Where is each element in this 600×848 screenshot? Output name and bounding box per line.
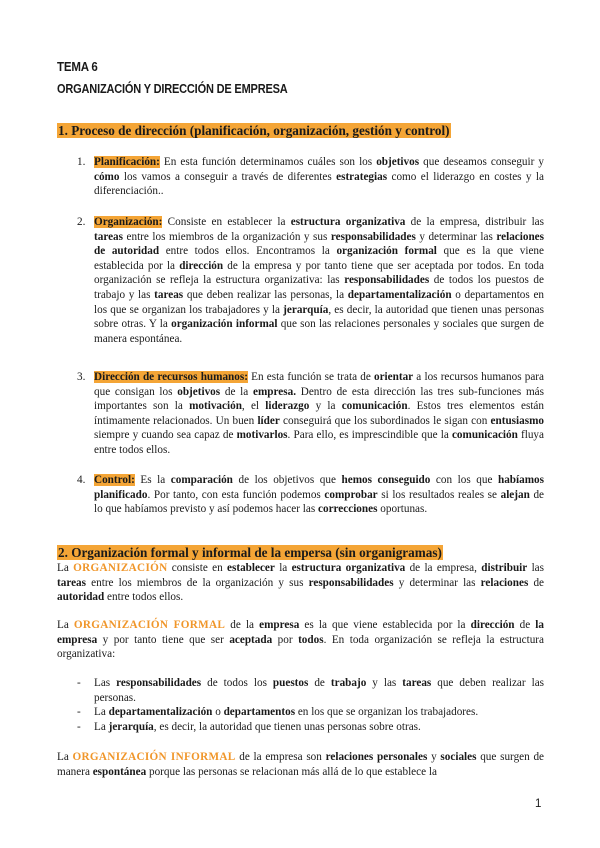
bold-term: responsabilidades — [344, 274, 430, 287]
bold-term: alejan — [500, 488, 530, 501]
text-run: de los objetivos que — [232, 474, 342, 486]
text-run: La — [57, 619, 74, 631]
bold-term: objetivos — [177, 385, 221, 398]
text-run: que deben realizar las personas, la — [183, 288, 348, 301]
bold-term: establecer — [227, 562, 275, 574]
text-run: . En toda organización se refleja la estructura organizativa: — [57, 633, 544, 661]
text-run: que es la que viene establecida por la — [94, 245, 544, 272]
bold-term: comunicación — [451, 429, 518, 442]
bold-term: puestos — [272, 677, 309, 689]
bullet-marker: - — [77, 677, 81, 689]
text-run: la — [274, 562, 292, 574]
bold-term: hemos conseguido — [341, 474, 431, 486]
text-run: fluya entre todos ellos. — [94, 429, 544, 456]
bold-term: empresa — [259, 619, 300, 631]
bold-term: estructura organizativa — [291, 562, 406, 574]
item-4-number: 4. — [77, 474, 86, 486]
bold-term: responsabilidades — [308, 576, 394, 589]
bold-term: jerarquía — [283, 303, 329, 316]
text-run: los vamos a conseguir a través de diferentes — [119, 170, 337, 183]
text-run: . Para ello, es imprescindible que la — [287, 429, 452, 442]
highlighted-term: Dirección de recursos humanos: — [94, 371, 248, 383]
bold-term: cómo — [94, 170, 120, 183]
bold-term: entusiasmo — [490, 414, 544, 427]
highlighted-term: Control: — [94, 474, 135, 486]
bold-term: relaciones — [480, 576, 529, 589]
text-run: La — [94, 721, 109, 733]
text-run: y — [427, 751, 441, 763]
text-run: La — [57, 562, 74, 574]
organization-definition — [57, 561, 544, 605]
bold-term: organización formal — [336, 245, 437, 258]
item-3-text — [94, 370, 544, 458]
text-run: En esta función se trata de — [247, 371, 374, 383]
item-1-number: 1. — [77, 156, 86, 168]
bold-term: habíamos planificado — [94, 474, 544, 501]
unit-label: TEMA 6 — [57, 60, 98, 74]
page-title: ORGANIZACIÓN Y DIRECCIÓN DE EMPRESA — [57, 82, 288, 96]
bold-term: comparación — [170, 474, 233, 486]
text-run: y determinar las — [393, 576, 481, 589]
text-run: y la — [309, 400, 342, 413]
bullet-item — [94, 720, 544, 735]
text-run: de — [514, 619, 536, 631]
bullet-marker: - — [77, 721, 81, 733]
item-4-text — [94, 473, 544, 517]
highlighted-term: Organización: — [94, 216, 163, 228]
text-run: de la empresa, — [405, 562, 482, 574]
text-run: . Por tanto, con esta función podemos — [147, 488, 325, 501]
bold-term: distribuir — [481, 562, 528, 574]
bold-term: espontánea — [92, 765, 147, 778]
bold-term: departamentos — [223, 706, 296, 718]
text-run: y las — [366, 677, 403, 689]
bold-term: líder — [257, 414, 280, 427]
text-run: si los resultados reales se — [377, 488, 501, 501]
bold-term: orientar — [373, 371, 414, 383]
text-run: Consiste en establecer la — [162, 216, 291, 228]
bold-term: tareas — [402, 677, 432, 689]
bold-term: comunicación — [341, 400, 408, 413]
text-run: de — [308, 677, 331, 689]
bullet-item — [94, 676, 544, 705]
text-run: las — [527, 562, 544, 574]
bold-term: objetivos — [376, 156, 420, 168]
text-run: consiste en — [167, 562, 228, 574]
text-run: de todos los puestos de trabajo y las — [94, 274, 544, 301]
bold-term: tareas — [94, 230, 123, 243]
informal-organization-paragraph — [57, 750, 544, 779]
text-run: de la empresa y por tanto tiene que ser aceptada por todos. En toda organización se refleja la estructura organizativa: las — [94, 259, 544, 287]
text-run: porque las personas se relacionan más allá de lo que establece la — [146, 765, 437, 778]
text-run: de la empresa son — [235, 751, 326, 763]
bold-term: jerarquía — [108, 721, 154, 733]
bold-term: trabajo — [330, 677, 367, 689]
emphasized-term: ORGANIZACIÓN INFORMAL — [72, 751, 236, 763]
text-run: conseguirá que los subordinados le sigan con — [279, 414, 491, 427]
bold-term: sociales — [440, 751, 477, 763]
text-run: o — [212, 706, 224, 718]
bold-term: organización informal — [171, 318, 278, 331]
item-2-text — [94, 215, 544, 346]
text-run: entre todos ellos. — [104, 591, 184, 604]
text-run: en los que se organizan los trabajadores. — [295, 706, 479, 718]
bold-term: dirección — [179, 259, 224, 272]
text-run: entre los miembros de la organización y sus — [123, 230, 331, 243]
item-2-number: 2. — [77, 216, 86, 228]
bold-term: comprobar — [324, 488, 378, 501]
text-run: , el — [241, 400, 266, 413]
bold-term: dirección — [470, 619, 515, 631]
bold-term: aceptada — [229, 633, 273, 646]
text-run: que surgen de manera — [57, 751, 545, 778]
text-run: , es decir, la autoridad que tienen unas personas sobre otras. Y la — [94, 303, 544, 331]
section-1-heading: 1. Proceso de dirección (planificación, organización, gestión y control) — [58, 123, 450, 138]
highlighted-term: Planificación: — [94, 156, 160, 168]
bold-term: relaciones de autoridad — [94, 230, 544, 258]
page-number: 1 — [535, 798, 542, 810]
text-run: y por tanto tiene que ser — [97, 633, 230, 646]
emphasized-term: ORGANIZACIÓN — [73, 562, 168, 574]
text-run: En esta función determinamos cuáles son los — [159, 156, 377, 168]
text-run: como el liderazgo en costes y la diferenciación.. — [94, 170, 544, 198]
bold-term: todos — [298, 633, 324, 646]
text-run: de todos los — [201, 677, 273, 689]
text-run: La — [57, 751, 73, 763]
bold-term: tareas — [57, 576, 86, 589]
bold-term: responsabilidades — [116, 677, 202, 689]
text-run: es la que viene establecida por la — [299, 619, 471, 631]
text-run: La — [94, 706, 109, 718]
text-run: y determinar las — [415, 230, 497, 243]
text-run: que deseamos conseguir y — [419, 156, 545, 168]
item-3-number: 3. — [77, 371, 86, 383]
bold-term: departamentalización — [108, 706, 213, 718]
formal-organization-paragraph — [57, 618, 544, 662]
bold-term: estrategias — [336, 170, 388, 183]
bold-term: motivación — [189, 400, 242, 413]
bold-term: la empresa — [57, 619, 544, 646]
bold-term: correcciones — [318, 503, 378, 516]
text-run: de lo que habíamos previsto y así podemos hacer las — [94, 488, 545, 516]
bold-term: responsabilidades — [330, 230, 416, 243]
text-run: Las — [94, 677, 117, 689]
emphasized-term: ORGANIZACIÓN FORMAL — [73, 619, 226, 631]
bold-term: tareas — [154, 288, 184, 301]
text-run: que deben realizar las personas. — [94, 677, 545, 704]
text-run: de la — [225, 619, 260, 631]
item-1-text — [94, 155, 544, 199]
bold-term: relaciones personales — [325, 751, 428, 763]
bullet-marker: - — [77, 706, 81, 718]
text-run: entre los miembros de la organización y sus — [86, 576, 309, 589]
text-run: que son las relaciones personales y sociales que surgen de manera espontánea. — [94, 318, 545, 345]
text-run: siempre y cuando sea capaz de — [94, 429, 237, 442]
text-run: de la empresa, distribuir las — [405, 216, 544, 228]
text-run: , es decir, la autoridad que tienen unas personas sobre otras. — [153, 721, 421, 733]
bold-term: liderazgo — [265, 400, 310, 413]
text-run: o departamentos en los que se organizan los trabajadores y la — [94, 288, 545, 316]
text-run: entre todos ellos. Encontramos la — [159, 245, 337, 258]
text-run: con los que — [430, 474, 498, 486]
text-run: por — [272, 633, 299, 646]
bold-term: empresa. — [253, 385, 296, 398]
section-2-heading: 2. Organización formal y informal de la empersa (sin organigramas) — [58, 545, 442, 560]
bold-term: autoridad — [57, 591, 105, 604]
bullet-item — [94, 705, 544, 720]
bold-term: estructura organizativa — [290, 216, 406, 228]
text-run: Dentro de esta dirección las tres sub-funciones más importantes son la — [94, 385, 544, 413]
text-run: de — [528, 576, 545, 589]
text-run: de la — [220, 385, 254, 398]
text-run: . Estos tres elementos están íntimamente relacionados. Un buen — [94, 400, 544, 427]
text-run: Es la — [134, 474, 171, 486]
bold-term: departamentalización — [347, 288, 452, 301]
text-run: a los recursos humanos para que consigan los — [94, 371, 544, 398]
bold-term: motivarlos — [236, 429, 288, 442]
text-run: oportunas. — [377, 503, 428, 516]
